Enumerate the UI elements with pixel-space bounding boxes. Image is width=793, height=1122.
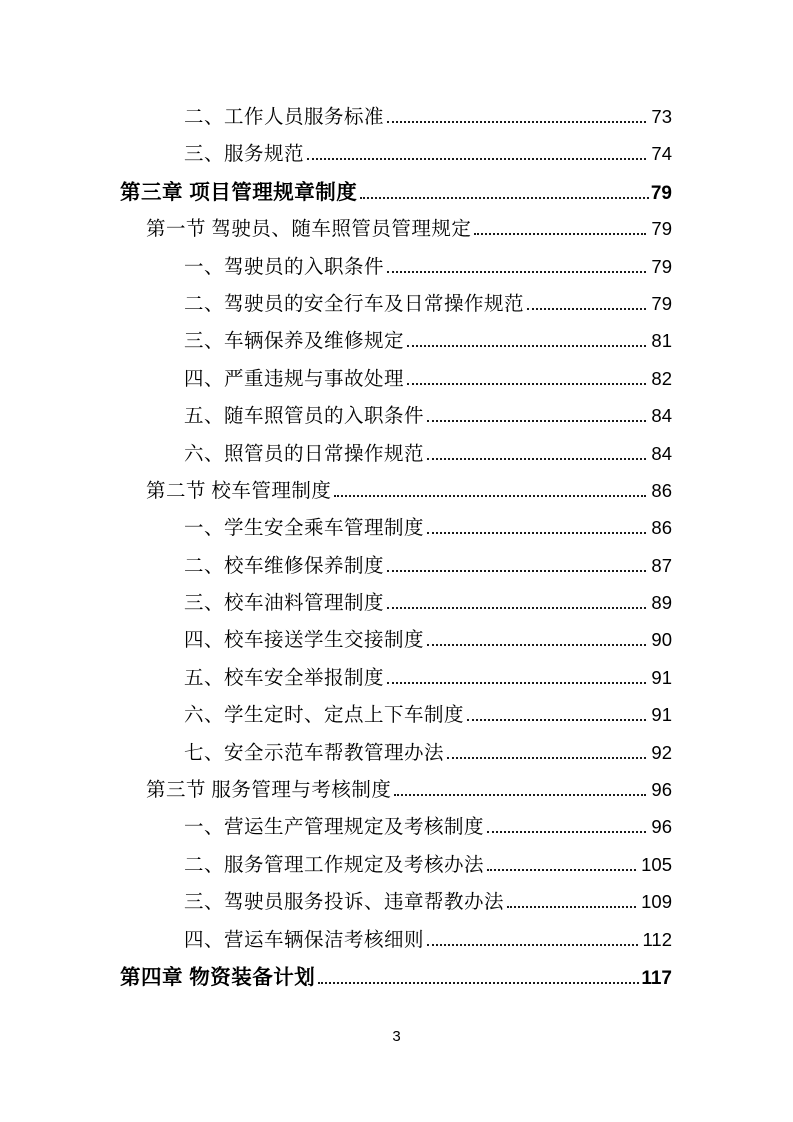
toc-dot-leader [387, 269, 646, 273]
toc-entry-page: 89 [651, 592, 672, 614]
toc-entry-label: 第三节 服务管理与考核制度 [146, 780, 392, 802]
toc-entry-label: 二、工作人员服务标准 [184, 107, 385, 128]
toc-dot-leader [407, 343, 646, 347]
toc-dot-leader [394, 792, 646, 796]
toc-dot-leader [387, 119, 646, 123]
toc-entry[interactable] [184, 884, 672, 921]
toc-entry-label: 二、驾驶员的安全行车及日常操作规范 [184, 293, 525, 315]
toc-entry[interactable] [184, 136, 672, 173]
toc-entry-label: 第四章 物资装备计划 [120, 965, 316, 989]
toc-entry-page: 73 [651, 106, 672, 127]
toc-entry-page: 96 [651, 816, 672, 838]
toc-dot-leader [360, 195, 649, 199]
toc-dot-leader [427, 456, 646, 460]
toc-entry[interactable] [184, 847, 672, 884]
toc-entry-label: 四、校车接送学生交接制度 [184, 630, 425, 652]
toc-entry-page: 91 [651, 666, 672, 688]
toc-entry-label: 第二节 校车管理制度 [146, 480, 332, 502]
toc-entry-page: 112 [642, 928, 672, 950]
toc-dot-leader [447, 755, 646, 759]
toc-entry-label: 三、服务规范 [184, 144, 305, 166]
toc-dot-leader [427, 942, 637, 946]
toc-entry-label: 三、车辆保养及维修规定 [184, 331, 405, 353]
toc-dot-leader [487, 829, 646, 833]
toc-dot-leader [427, 530, 646, 534]
toc-entry-label: 一、驾驶员的入职条件 [184, 256, 385, 278]
toc-entry-label: 三、校车油料管理制度 [184, 593, 385, 615]
toc-entry[interactable] [120, 959, 672, 996]
toc-entry[interactable] [184, 660, 672, 697]
toc-entry-page: 81 [651, 330, 672, 352]
toc-entry[interactable] [184, 622, 672, 659]
toc-entry[interactable] [120, 174, 672, 211]
page-footer [0, 1028, 793, 1046]
toc-entry-label: 第三章 项目管理规章制度 [120, 180, 358, 204]
toc-entry[interactable] [184, 585, 672, 622]
toc-dot-leader [427, 418, 646, 422]
toc-entry[interactable] [184, 99, 672, 136]
toc-entry-label: 五、校车安全举报制度 [184, 667, 385, 689]
toc-entry-page: 87 [651, 554, 672, 576]
page-number: 3 [392, 1028, 401, 1045]
toc-entry-page: 79 [651, 255, 672, 277]
toc-entry[interactable] [146, 211, 672, 248]
toc-entry-label: 六、照管员的日常操作规范 [184, 443, 425, 465]
toc-dot-leader [427, 642, 646, 646]
toc-entry-label: 一、学生安全乘车管理制度 [184, 518, 425, 540]
toc-entry-page: 86 [651, 479, 672, 501]
toc-dot-leader [407, 381, 646, 385]
toc-dot-leader [387, 680, 646, 684]
toc-entry[interactable] [184, 735, 672, 772]
toc-entry-label: 二、服务管理工作规定及考核办法 [184, 854, 485, 876]
toc-entry-label: 一、营运生产管理规定及考核制度 [184, 817, 485, 839]
toc-dot-leader [318, 980, 639, 984]
toc-entry[interactable] [184, 398, 672, 435]
toc-entry[interactable] [184, 697, 672, 734]
toc-entry-label: 三、驾驶员服务投诉、违章帮教办法 [184, 892, 505, 914]
toc-dot-leader [467, 717, 646, 721]
toc-entry[interactable] [184, 548, 672, 585]
toc-dot-leader [307, 156, 646, 160]
toc-entry-label: 二、校车维修保养制度 [184, 555, 385, 577]
table-of-contents [120, 99, 672, 996]
toc-entry[interactable] [184, 809, 672, 846]
toc-entry-page: 79 [650, 182, 672, 204]
toc-dot-leader [507, 904, 636, 908]
toc-entry-page: 84 [651, 405, 672, 427]
toc-entry[interactable] [184, 286, 672, 323]
toc-entry-page: 109 [641, 891, 672, 913]
toc-entry[interactable] [184, 922, 672, 959]
toc-entry-page: 96 [651, 779, 672, 801]
toc-entry-page: 90 [651, 629, 672, 651]
toc-entry-page: 84 [651, 442, 672, 464]
toc-dot-leader [474, 231, 646, 235]
toc-entry[interactable] [146, 473, 672, 510]
toc-dot-leader [387, 568, 646, 572]
toc-entry-label: 六、学生定时、定点上下车制度 [184, 705, 465, 727]
toc-entry-page: 91 [651, 704, 672, 726]
toc-entry-page: 117 [641, 967, 672, 989]
toc-entry-label: 第一节 驾驶员、随车照管员管理规定 [146, 219, 472, 241]
toc-entry-page: 74 [651, 143, 672, 165]
toc-entry[interactable] [184, 323, 672, 360]
toc-entry-page: 79 [651, 292, 672, 314]
toc-entry[interactable] [184, 436, 672, 473]
toc-entry-label: 四、严重违规与事故处理 [184, 368, 405, 390]
toc-entry-page: 92 [651, 741, 672, 763]
toc-dot-leader [387, 605, 646, 609]
toc-entry-label: 五、随车照管员的入职条件 [184, 406, 425, 428]
toc-dot-leader [527, 306, 646, 310]
toc-dot-leader [487, 867, 636, 871]
toc-entry[interactable] [184, 249, 672, 286]
toc-entry[interactable] [146, 772, 672, 809]
toc-entry-label: 七、安全示范车帮教管理办法 [184, 742, 445, 764]
toc-dot-leader [334, 493, 646, 497]
toc-entry-page: 79 [651, 218, 672, 240]
toc-entry-label: 四、营运车辆保洁考核细则 [184, 929, 425, 951]
toc-entry-page: 105 [641, 853, 672, 875]
toc-entry-page: 82 [651, 367, 672, 389]
toc-entry-page: 86 [651, 517, 672, 539]
toc-entry[interactable] [184, 361, 672, 398]
toc-entry[interactable] [184, 510, 672, 547]
